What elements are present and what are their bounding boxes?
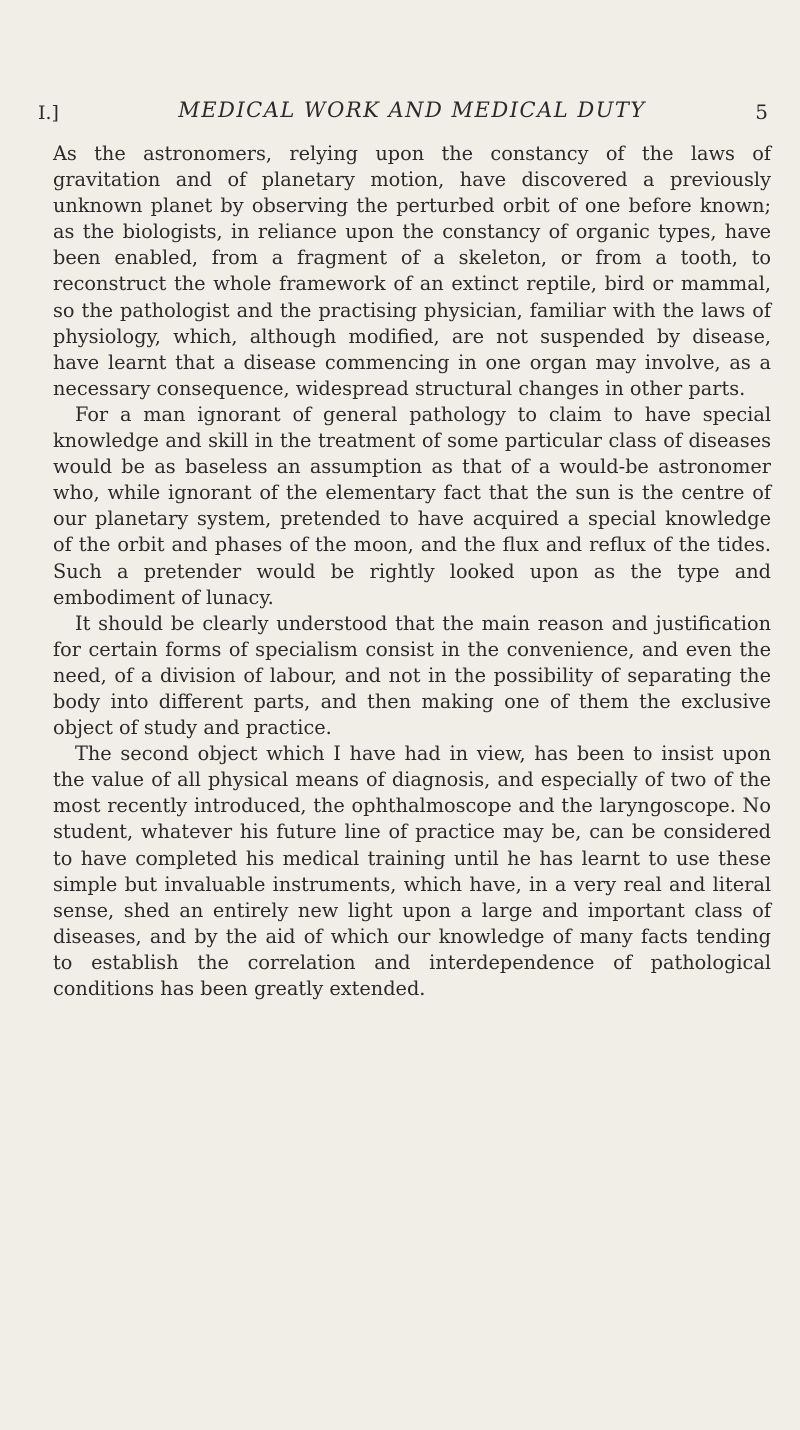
paragraph-2: For a man ignorant of general pathology to claim to have special knowledge and skill in the treatment of some particular class of diseases would be as baseless an assumption as that of a would-be astronomer who, while ignorant of the elementary fact that the sun is the centre of our planetary system, pretended to have acquired a special knowledge of the orbit and phases of the moon, and the flux and reflux of the tides. Such a pretender would be rightly looked upon as the type and embodiment of lunacy.	[53, 402, 771, 609]
chapter-number: I.]	[38, 102, 59, 124]
running-head	[32, 98, 768, 132]
body-text	[53, 141, 771, 1002]
paragraph-3: It should be clearly understood that the main reason and justification for certain forms of specialism consist in the convenience, and even the need, of a division of labour, and not in the possibility of separating the body into different parts, and then making one of them the exclusive object of study and practice.	[53, 611, 771, 740]
paragraph-1: As the astronomers, relying upon the constancy of the laws of gravitation and of planetary motion, have discovered a previously unknown planet by observing the perturbed orbit of one before known; as the biologists, in reliance upon the constancy of organic types, have been enabled, from a fragment of a skeleton, or from a tooth, to reconstruct the whole framework of an extinct reptile, bird or mammal, so the pathologist and the practising physician, familiar with the laws of physiology, which, although modified, are not suspended by disease, have learnt that a disease commencing in one organ may involve, as a necessary consequence, widespread structural changes in other parts.	[53, 142, 771, 400]
running-title: MEDICAL WORK AND MEDICAL DUTY	[178, 98, 646, 122]
page-number: 5	[755, 100, 768, 124]
paragraph-4: The second object which I have had in view, has been to insist upon the value of all physical means of diagnosis, and especially of two of the most recently introduced, the ophthalmoscope and the laryngoscope. No student, whatever his future line of practice may be, can be considered to have completed his medical training until he has learnt to use these simple but invaluable instruments, which have, in a very real and literal sense, shed an entirely new light upon a large and important class of diseases, and by the aid of which our knowledge of many facts tending to establish the correlation and interdependence of pathological conditions has been greatly extended.	[53, 742, 771, 1000]
